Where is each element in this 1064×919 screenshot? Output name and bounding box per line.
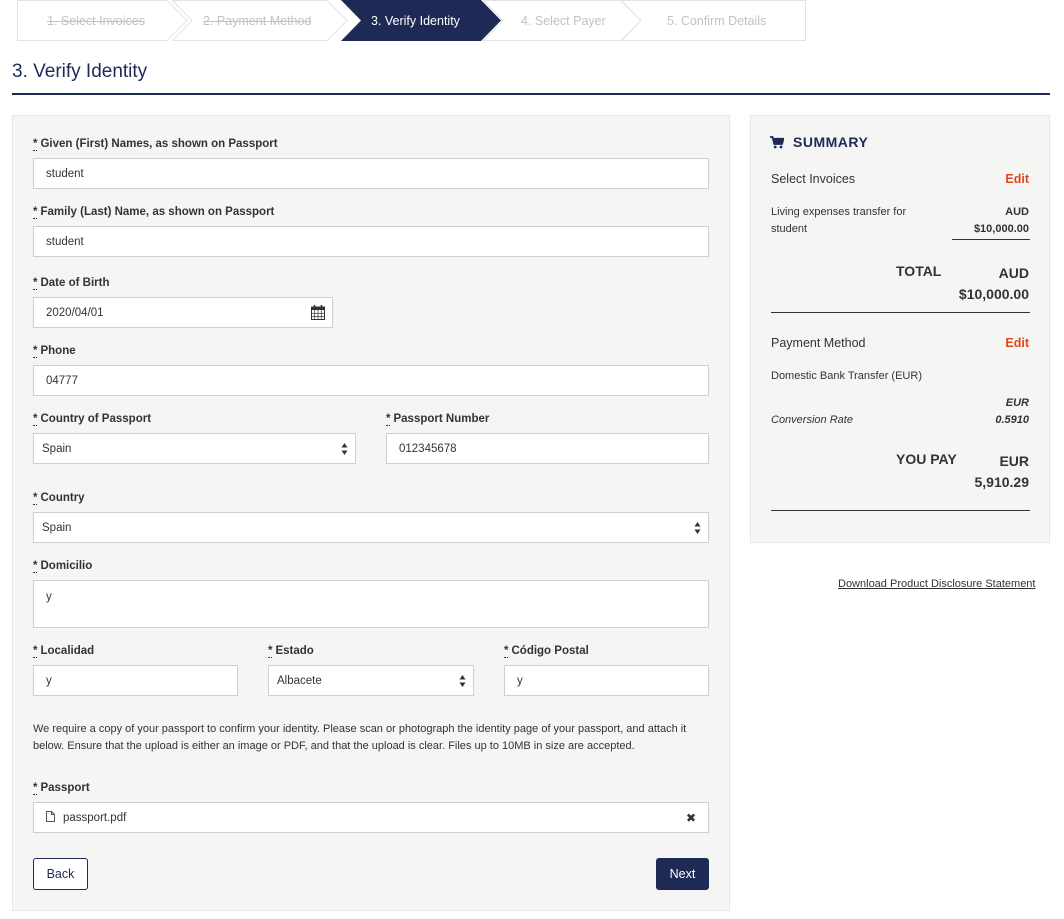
step-label: 1. Select Invoices (47, 13, 145, 28)
label-text: Family (Last) Name, as shown on Passport (40, 206, 275, 218)
label-text: Código Postal (511, 645, 589, 657)
localidad-input[interactable] (33, 665, 238, 696)
passport-help-text: We require a copy of your passport to confirm your identity. Please scan or photograph the identity page of your passport, and attach it below. Ensure that the upload is either an image or PDF, and that the upload is clear. Files up to 10MB in size are accepted. (33, 723, 687, 752)
invoice-item-amount (974, 204, 1029, 238)
domicilio-label (33, 560, 92, 572)
step-verify-identity[interactable] (341, 0, 501, 41)
phone-input[interactable] (33, 365, 709, 396)
label-text: Domicilio (40, 560, 93, 572)
select-arrows-icon (341, 442, 348, 456)
conversion-rate-value (995, 395, 1029, 429)
step-select-payer[interactable] (483, 0, 643, 41)
input-value: 2020/04/01 (46, 306, 104, 319)
edit-payment-link[interactable]: Edit (1005, 336, 1029, 350)
country-select[interactable] (33, 512, 709, 543)
input-value: y (517, 674, 523, 687)
divider (771, 510, 1030, 511)
estado-label (268, 645, 314, 657)
file-name: passport.pdf (63, 811, 127, 824)
input-value: 04777 (46, 374, 78, 387)
step-label: 2. Payment Method (203, 13, 312, 28)
input-value: 012345678 (399, 442, 457, 455)
step-select-invoices[interactable] (17, 0, 187, 41)
total-label: TOTAL (896, 263, 942, 279)
dob-input[interactable] (33, 297, 333, 328)
passport-number-input[interactable] (386, 433, 709, 464)
label-text: Country (40, 492, 85, 504)
step-label: 3. Verify Identity (371, 13, 460, 28)
required-mark: * (33, 560, 38, 572)
required-mark: * (33, 413, 38, 425)
domicilio-textarea[interactable] (33, 580, 709, 628)
required-mark: * (386, 413, 391, 425)
country-of-passport-select[interactable] (33, 433, 356, 464)
codigo-postal-input[interactable] (504, 665, 709, 696)
given-names-input[interactable] (33, 158, 709, 189)
country-label (33, 492, 85, 504)
conversion-rate-label: Conversion Rate (771, 414, 853, 426)
family-name-input[interactable] (33, 226, 709, 257)
invoice-item-description (771, 204, 931, 238)
required-mark: * (33, 645, 38, 657)
required-mark: * (33, 782, 38, 794)
select-arrows-icon (459, 674, 466, 688)
label-text: Date of Birth (40, 277, 110, 289)
next-button[interactable]: Next (656, 858, 709, 890)
page-title: 3. Verify Identity (12, 61, 148, 82)
label-text: Passport (40, 782, 90, 794)
label-text: Estado (275, 645, 314, 657)
passport-upload-field[interactable] (33, 802, 709, 833)
divider (952, 239, 1030, 240)
payment-method-name: Domestic Bank Transfer (EUR) (771, 370, 922, 382)
localidad-label (33, 645, 94, 657)
required-mark: * (33, 138, 38, 150)
select-value: Spain (42, 442, 72, 455)
given-names-label (33, 138, 278, 150)
you-pay-amount (975, 451, 1030, 493)
label-text: Localidad (40, 645, 95, 657)
required-mark: * (33, 277, 38, 289)
remove-icon[interactable]: ✖ (685, 811, 696, 825)
label-text: Country of Passport (40, 413, 152, 425)
required-mark: * (504, 645, 509, 657)
invoice-item-currency: AUD (1005, 206, 1029, 218)
total-amount (959, 263, 1029, 305)
you-pay-value: 5,910.29 (974, 474, 1029, 490)
select-value: Spain (42, 521, 72, 534)
summary-payment-title: Payment Method (771, 336, 866, 350)
disclosure-download-link[interactable]: Download Product Disclosure Statement (838, 578, 1036, 590)
label-text: Passport Number (393, 413, 490, 425)
label-text: Given (First) Names, as shown on Passport (40, 138, 278, 150)
total-value: $10,000.00 (958, 286, 1029, 302)
required-mark: * (33, 206, 38, 218)
required-mark: * (268, 645, 273, 657)
step-payment-method[interactable] (172, 0, 347, 41)
input-value: y (46, 674, 52, 687)
you-pay-label: YOU PAY (896, 451, 957, 467)
step-progress (17, 0, 806, 41)
summary-heading-text: SUMMARY (793, 134, 869, 150)
invoice-item-line1: Living expenses transfer for (771, 206, 907, 218)
edit-invoices-link[interactable]: Edit (1005, 172, 1029, 186)
family-name-label (33, 206, 274, 218)
summary-invoices-title: Select Invoices (771, 172, 856, 186)
select-arrows-icon (694, 521, 701, 535)
passport-upload-label (33, 782, 90, 794)
invoice-item-value: $10,000.00 (973, 223, 1029, 235)
divider (771, 312, 1030, 313)
rate-currency: EUR (1005, 397, 1029, 409)
codigo-postal-label (504, 645, 589, 657)
input-value: student (46, 235, 84, 248)
back-button[interactable]: Back (33, 858, 88, 890)
rate-number: 0.5910 (995, 414, 1029, 426)
step-confirm-details[interactable] (621, 0, 806, 41)
country-of-passport-label (33, 413, 151, 425)
summary-panel (750, 115, 1050, 543)
total-currency: AUD (998, 265, 1029, 281)
summary-heading (770, 134, 868, 150)
estado-select[interactable] (268, 665, 474, 696)
title-divider (12, 93, 1050, 95)
input-value: student (46, 167, 84, 180)
select-value: Albacete (277, 674, 322, 687)
dob-label (33, 277, 109, 289)
invoice-item-line2: student (771, 223, 808, 235)
passport-number-label (386, 413, 489, 425)
input-value: y (46, 591, 52, 603)
calendar-icon[interactable] (311, 305, 325, 323)
step-label: 4. Select Payer (521, 13, 606, 28)
cart-icon (770, 136, 784, 149)
required-mark: * (33, 345, 38, 357)
phone-label (33, 345, 76, 357)
file-icon (46, 811, 55, 825)
required-mark: * (33, 492, 38, 504)
label-text: Phone (40, 345, 76, 357)
step-label: 5. Confirm Details (667, 13, 767, 28)
you-pay-currency: EUR (999, 453, 1029, 469)
